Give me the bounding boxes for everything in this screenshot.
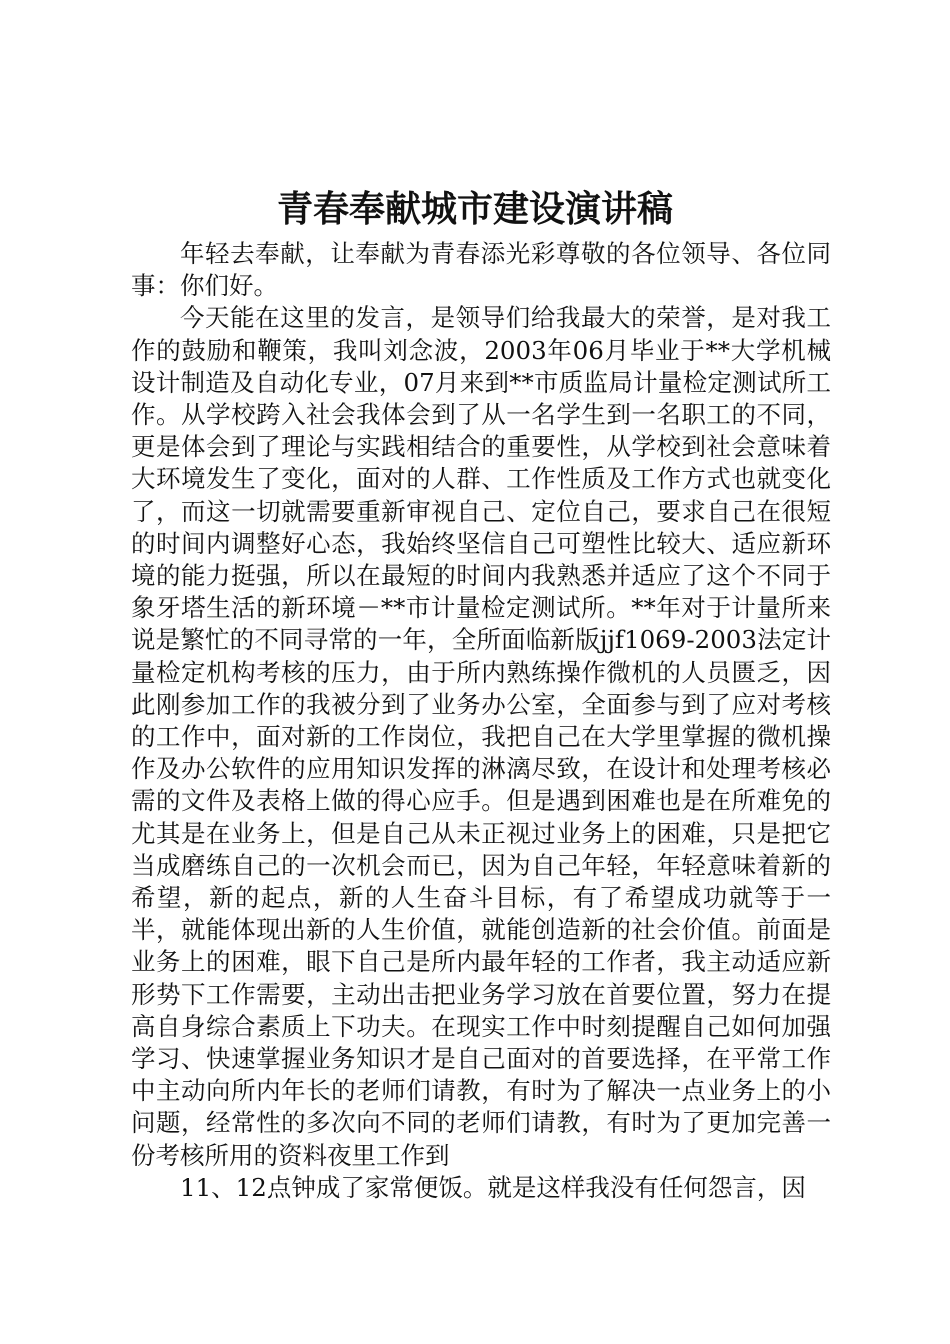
document-title: 青春奉献城市建设演讲稿 xyxy=(276,188,673,230)
document-body xyxy=(131,238,831,1204)
paragraph: 今天能在这里的发言，是领导们给我最大的荣誉，是对我工作的鼓励和鞭策，我叫刘念波，2003年06月毕业于**大学机械设计制造及自动化专业，07月来到**市质监局计量检定测试所工作。从学校跨入社会我体会到了从一名学生到一名职工的不同，更是体会到了理论与实践相结合的重要性，从学校到社会意味着大环境发生了变化，面对的人群、工作性质及工作方式也就变化了，而这一切就需要重新审视自己、定位自己，要求自己在很短的时间内调整好心态，我始终坚信自己可塑性比较大、适应新环境的能力挺强，所以在最短的时间内我熟悉并适应了这个不同于象牙塔生活的新环境－**市计量检定测试所。**年对于计量所来说是繁忙的不同寻常的一年，全所面临新版jjf1069-2003法定计量检定机构考核的压力，由于所内熟练操作微机的人员匮乏，因此刚参加工作的我被分到了业务办公室，全面参与到了应对考核的工作中，面对新的工作岗位，我把自己在大学里掌握的微机操作及办公软件的应用知识发挥的淋漓尽致，在设计和处理考核必需的文件及表格上做的得心应手。但是遇到困难也是在所难免的尤其是在业务上，但是自己从未正视过业务上的困难，只是把它当成磨练自己的一次机会而已，因为自己年轻，年轻意味着新的希望，新的起点，新的人生奋斗目标，有了希望成功就等于一半，就能体现出新的人生价值，就能创造新的社会价值。前面是业务上的困难，眼下自己是所内最年轻的工作者，我主动适应新形势下工作需要，主动出击把业务学习放在首要位置，努力在提高自身综合素质上下功夫。在现实工作中时刻提醒自己如何加强学习、快速掌握业务知识才是自己面对的首要选择，在平常工作中主动向所内年长的老师们请教，有时为了解决一点业务上的小问题，经常性的多次向不同的老师们请教，有时为了更加完善一份考核所用的资料夜里工作到 xyxy=(131,303,831,1170)
paragraph: 11、12点钟成了家常便饭。就是这样我没有任何怨言，因 xyxy=(180,1172,806,1202)
paragraph: 年轻去奉献，让奉献为青春添光彩尊敬的各位领导、各位同事：你们好。 xyxy=(131,239,831,301)
